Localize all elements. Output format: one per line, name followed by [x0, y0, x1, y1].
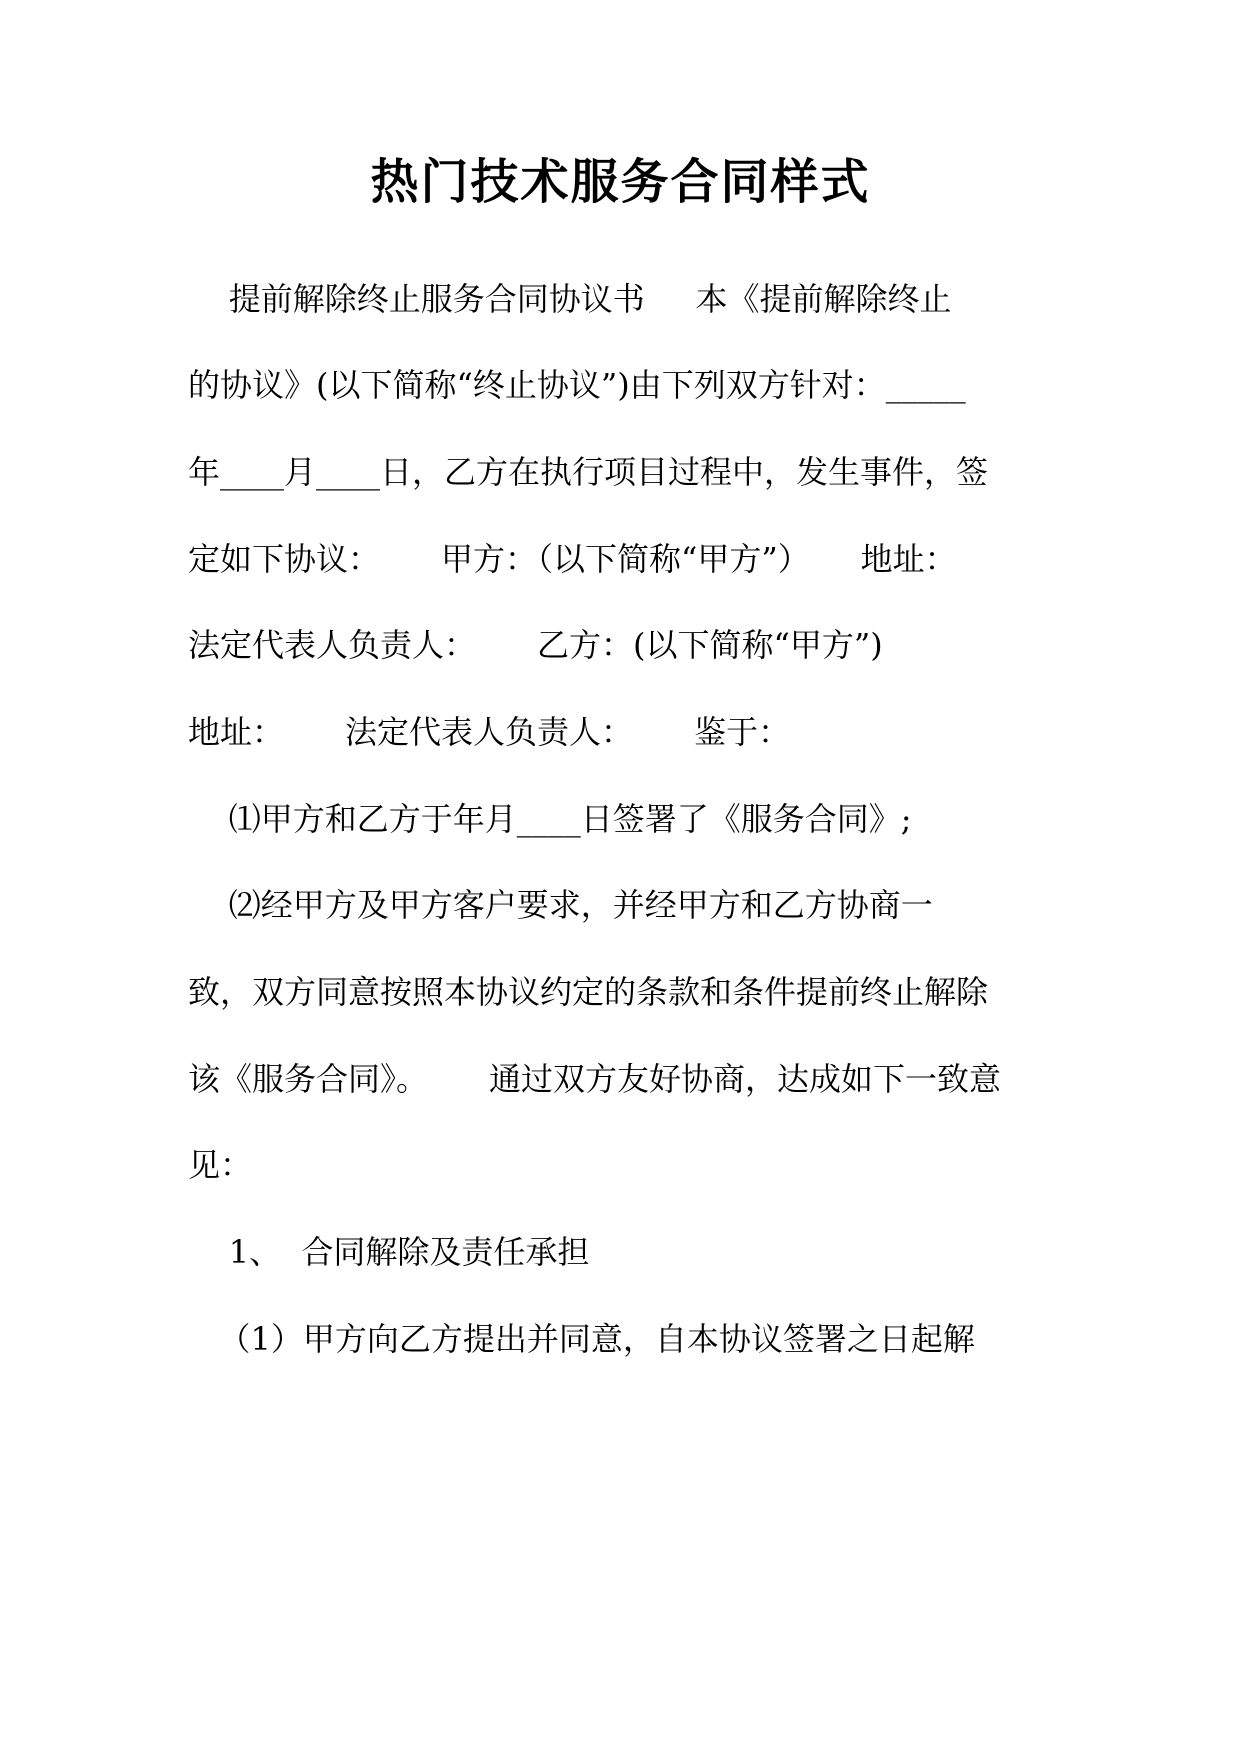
body-line: 法定代表人负责人： 乙方：(以下简称“甲方”) — [188, 626, 883, 664]
body-line: 提前解除终止服务合同协议书 本《提前解除终止 — [188, 280, 952, 318]
body-line: 该《服务合同》。 通过双方友好协商，达成如下一致意 — [188, 1060, 1002, 1098]
document-title: 热门技术服务合同样式 — [370, 154, 871, 210]
body-line: ⑴甲方和乙方于年月____日签署了《服务合同》; — [188, 800, 912, 838]
body-line: 致，双方同意按照本协议约定的条款和条件提前终止解除 — [188, 973, 989, 1011]
body-line: 地址： 法定代表人负责人： 鉴于： — [188, 713, 791, 751]
body-line: 定如下协议： 甲方：（以下简称“甲方”） 地址： — [188, 540, 957, 578]
body-line: 见： — [188, 1146, 253, 1184]
body-line: 的协议》(以下简称“终止协议”)由下列双方针对：_____ — [188, 366, 966, 404]
body-line: （1）甲方向乙方提出并同意，自本协议签署之日起解 — [188, 1320, 975, 1358]
section-heading: 1、 合同解除及责任承担 — [188, 1233, 590, 1271]
body-line: ⑵经甲方及甲方客户要求，并经甲方和乙方协商一 — [188, 886, 933, 924]
body-line: 年____月____日，乙方在执行项目过程中，发生事件，签 — [188, 453, 989, 491]
